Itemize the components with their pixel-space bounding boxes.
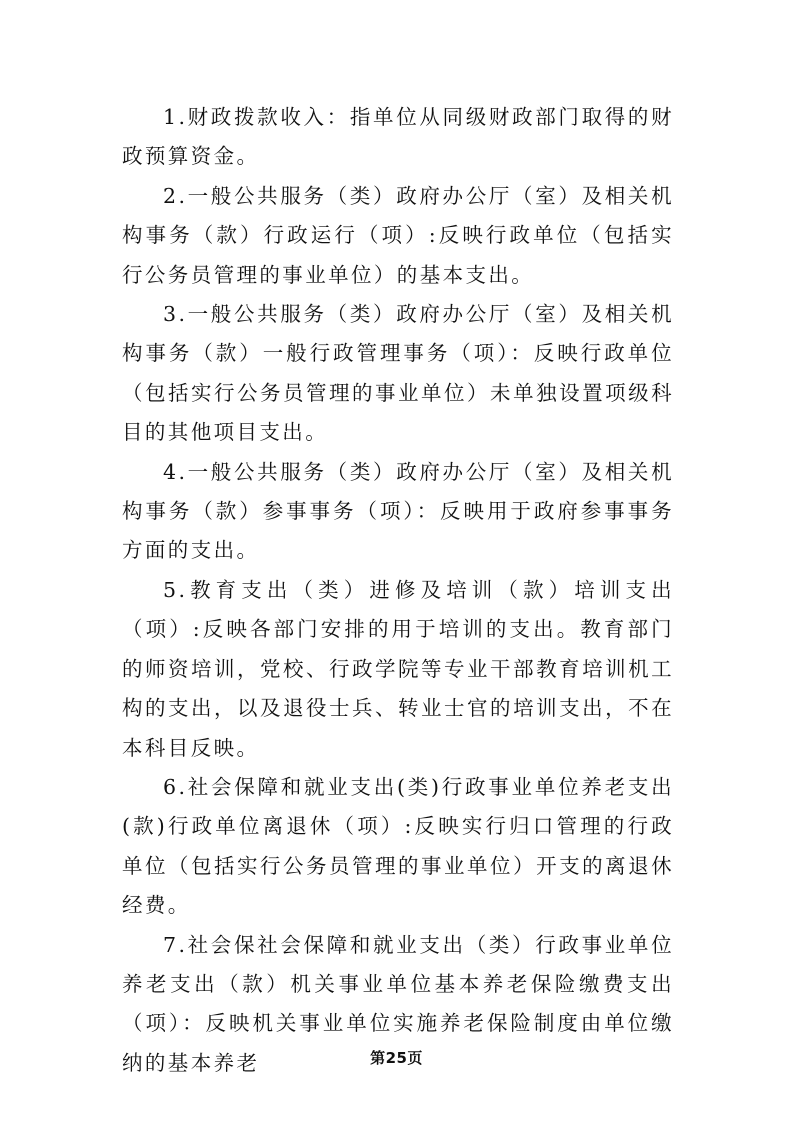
paragraph-1: 1.财政拨款收入：指单位从同级财政部门取得的财政预算资金。 (122, 105, 674, 169)
paragraph-2: 2.一般公共服务（类）政府办公厅（室）及相关机构事务（款）行政运行（项）:反映行政单位（包括实行公务员管理的事业单位）的基本支出。 (122, 183, 674, 287)
paragraph-3: 3.一般公共服务（类）政府办公厅（室）及相关机构事务（款）一般行政管理事务（项）：反映行政单位（包括实行公务员管理的事业单位）未单独设置项级科目的其他项目支出。 (122, 302, 674, 445)
paragraph-5: 5.教育支出（类）进修及培训（款）培训支出（项）:反映各部门安排的用于培训的支出。教育部门的师资培训，党校、行政学院等专业干部教育培训机工构的支出，以及退役士兵、转业士官的培训支出，不在本科目反映。 (122, 577, 674, 760)
paragraph-4: 4.一般公共服务（类）政府办公厅（室）及相关机构事务（款）参事事务（项）：反映用于政府参事事务方面的支出。 (122, 459, 674, 563)
document-body (122, 98, 674, 1083)
paragraph-7: 7.社会保社会保障和就业支出（类）行政事业单位养老支出（款）机关事业单位基本养老保险缴费支出（项）：反映机关事业单位实施养老保险制度由单位缴纳的基本养老 (122, 932, 674, 1075)
page-number: 第25页 (370, 1049, 423, 1067)
paragraph-6: 6.社会保障和就业支出(类)行政事业单位养老支出(款)行政单位离退休（项）:反映实行归口管理的行政单位（包括实行公务员管理的事业单位）开支的离退休经费。 (122, 774, 674, 918)
